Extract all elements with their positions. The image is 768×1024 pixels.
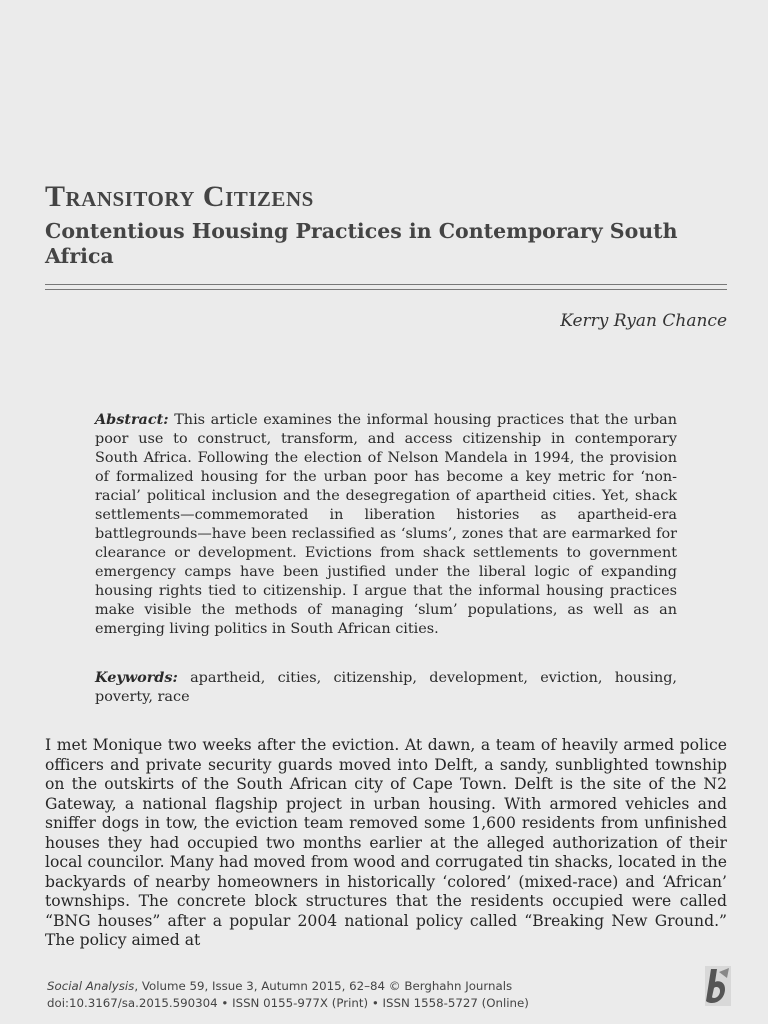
title-rule-bottom [45,289,727,290]
footer-doi-line: doi:10.3167/sa.2015.590304 • ISSN 0155-977X (Print) • ISSN 1558-5727 (Online) [47,996,529,1010]
footer-citation: , Volume 59, Issue 3, Autumn 2015, 62–84 © Berghahn Journals [134,979,513,993]
title-rule-top [45,284,727,285]
page-footer [47,978,667,1012]
article-subtitle: Contentious Housing Practices in Contemporary South Africa [45,219,678,268]
keywords-block [95,668,677,707]
keywords-label: Keywords: [95,669,178,686]
footer-citation-line [47,978,667,995]
article-title: Transitory Citizens [45,180,314,213]
berghahn-logo-icon [705,966,731,1006]
abstract-label: Abstract: [95,411,169,428]
abstract-text: This article examines the informal housing practices that the urban poor use to construct, transform, and access citizenship in contemporary South Africa. Following the election of Nelson Mandela in 1994, the provision of formalized housing for the urban poor has become a key metric for ‘non-racial’ political inclusion and the desegregation of apartheid cities. Yet, shack settlements—commemorated in liberation histories as apartheid-era battlegrounds—have been reclassified as ‘slums’, zones that are earmarked for clearance or development. Evictions from shack settlements to government emergency camps have been justified under the liberal logic of expanding housing rights tied to citizenship. I argue that the informal housing practices make visible the methods of managing ‘slum’ populations, as well as an emerging living politics in South African cities. [95,412,678,637]
abstract-block [95,410,677,639]
author-name: Kerry Ryan Chance [560,311,727,331]
footer-journal-name: Social Analysis [47,979,135,993]
keywords-text: apartheid, cities, citizenship, development, eviction, housing, poverty, race [95,670,677,705]
body-paragraph: I met Monique two weeks after the eviction. At dawn, a team of heavily armed police officers and private security guards moved into Delft, a sandy, sunblighted township on the outskirts of the South African city of Cape Town. Delft is the site of the N2 Gateway, a national flagship project in urban housing. With armored vehicles and sniffer dogs in tow, the eviction team removed some 1,600 residents from unfinished houses they had occupied two months earlier at the alleged authorization of their local councilor. Many had moved from wood and corrugated tin shacks, located in the backyards of nearby homeowners in historically ‘colored’ (mixed-race) and ‘African’ townships. The concrete block structures that the residents occupied were called “BNG houses” after a popular 2004 national policy called “Breaking New Ground.” The policy aimed at [45,736,727,949]
